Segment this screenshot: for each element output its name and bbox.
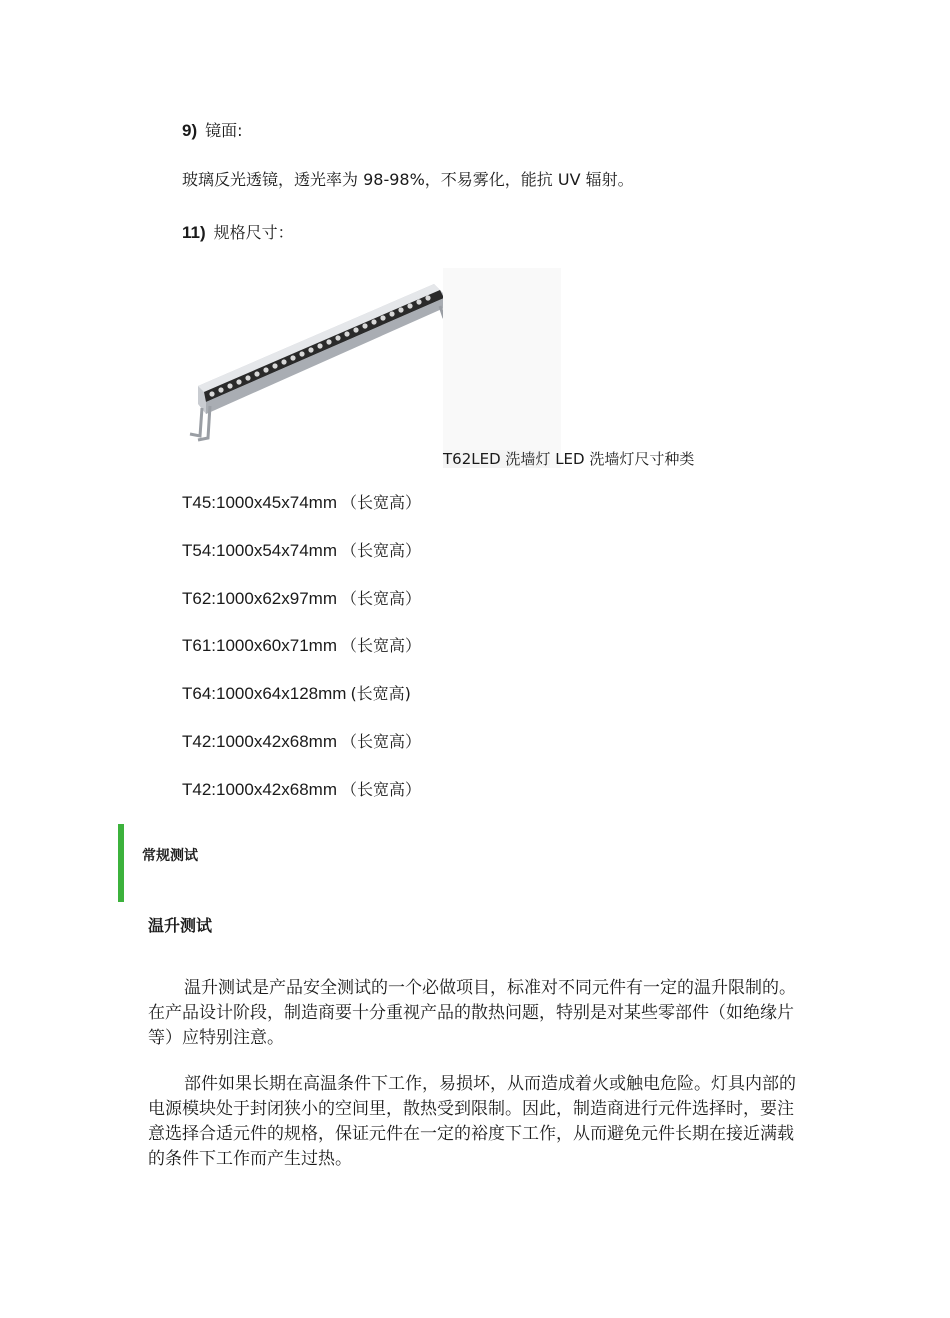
spec-code: T61:1000x60x71mm xyxy=(182,636,337,655)
spec-code: T42:1000x42x68mm xyxy=(182,780,337,799)
paragraph: 温升测试是产品安全测试的一个必做项目，标准对不同元件有一定的温升限制的。在产品设计阶段，制造商要十分重视产品的散热问题，特别是对某些零部件（如绝缘片等）应特别注意。 xyxy=(148,978,796,1048)
spec-line xyxy=(182,586,421,609)
item-label: 镜面: xyxy=(205,121,243,140)
item-mirror-heading xyxy=(182,118,243,141)
figure-caption xyxy=(443,448,694,469)
section-accent-bar xyxy=(118,824,124,902)
spec-line xyxy=(182,681,411,704)
spec-code: T54:1000x54x74mm xyxy=(182,541,337,560)
spec-code: T42:1000x42x68mm xyxy=(182,732,337,751)
caption-model: T62LED 洗墙灯 xyxy=(443,450,551,468)
spec-dim-label: （长宽高） xyxy=(340,589,421,608)
spec-dim-label: （长宽高） xyxy=(340,732,421,751)
caption-image-placeholder xyxy=(443,268,561,468)
spec-dim-label: (长宽高) xyxy=(350,684,411,703)
spec-line xyxy=(182,633,421,656)
item-number: 9) xyxy=(182,121,198,140)
spec-line xyxy=(182,538,421,561)
spec-code: T64:1000x64x128mm xyxy=(182,684,347,703)
spec-code: T45:1000x45x74mm xyxy=(182,493,337,512)
spec-dim-label: （长宽高） xyxy=(340,780,421,799)
item-label: 规格尺寸： xyxy=(213,223,294,242)
spec-dim-label: （长宽高） xyxy=(340,493,421,512)
spec-dim-label: （长宽高） xyxy=(340,636,421,655)
spec-dim-label: （长宽高） xyxy=(340,541,421,560)
item-size-heading xyxy=(182,220,294,243)
spec-line xyxy=(182,777,421,800)
caption-description: LED 洗墙灯尺寸种类 xyxy=(555,450,695,468)
section-title: 常规测试 xyxy=(142,848,198,864)
item-number: 11) xyxy=(182,223,206,242)
paragraph: 部件如果长期在高温条件下工作，易损坏，从而造成着火或触电危险。灯具内部的电源模块处于封闭狭小的空间里，散热受到限制。因此，制造商进行元件选择时，要注意选择合适元件的规格，保证元件在一定的裕度下工作，从而避免元件长期在接近满载的条件下工作而产生过热。 xyxy=(148,1074,796,1169)
spec-line xyxy=(182,729,421,752)
subsection-title: 温升测试 xyxy=(148,916,213,935)
spec-line xyxy=(182,490,421,513)
item-mirror-text: 玻璃反光透镜，透光率为 98-98%，不易雾化，能抗 UV 辐射。 xyxy=(182,170,634,189)
spec-code: T62:1000x62x97mm xyxy=(182,589,337,608)
